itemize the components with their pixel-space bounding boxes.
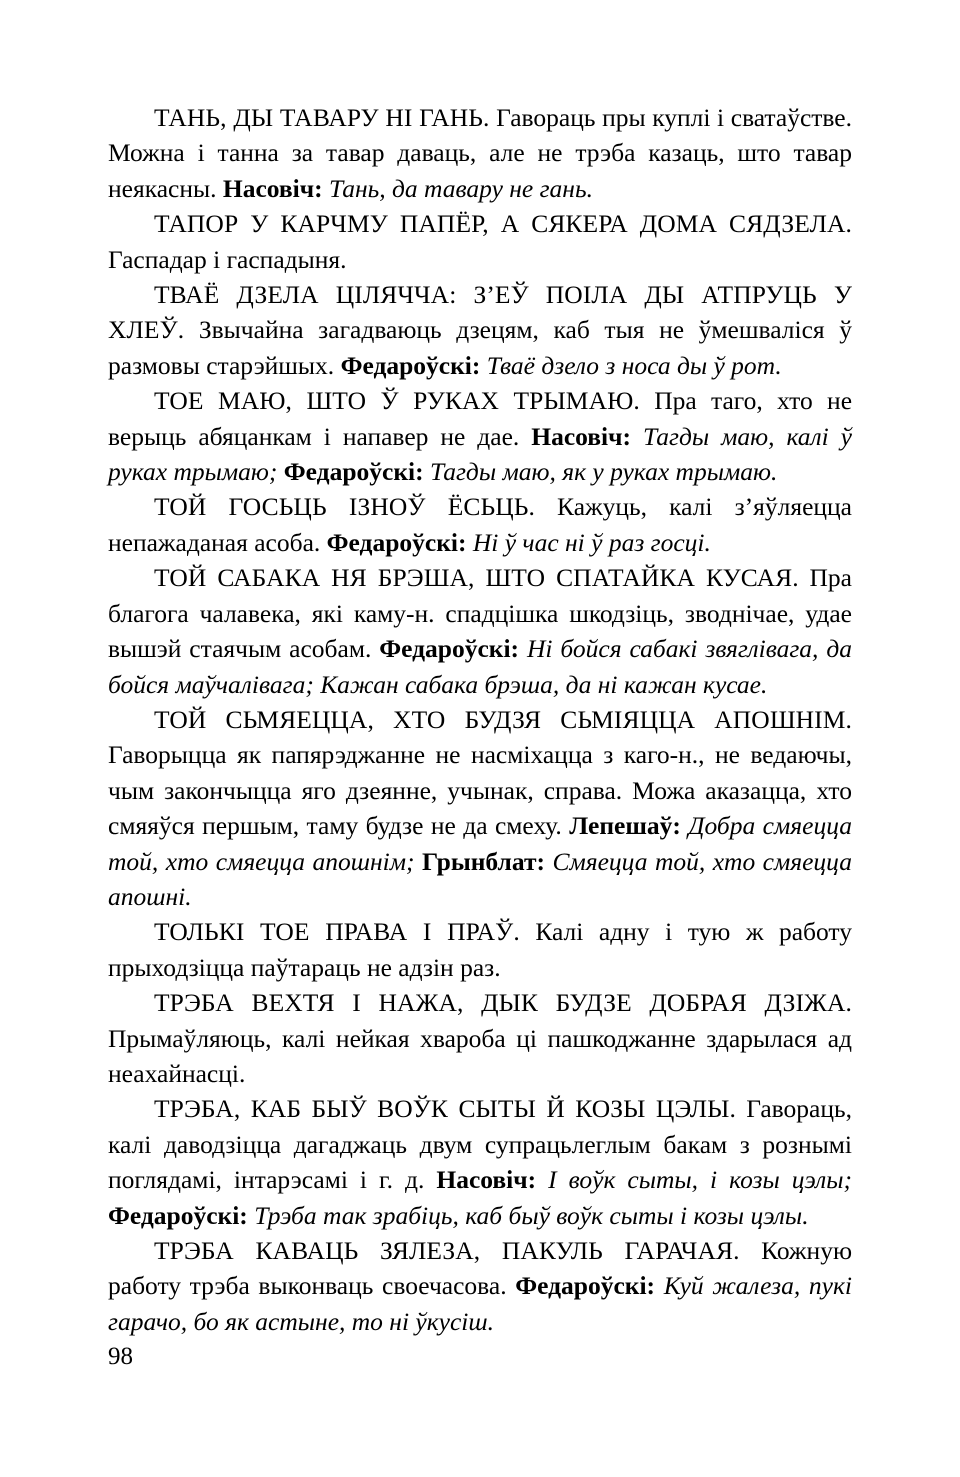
entry-headword: ТРЭБА КАВАЦЬ ЗЯЛЕЗА, ПАКУЛЬ ГАРАЧАЯ. [154,1236,740,1265]
dictionary-entry [108,100,852,206]
dictionary-entry [108,985,852,1091]
dictionary-entry [108,1091,852,1233]
entry-source: Грынблат: [414,846,545,876]
dictionary-entry [108,206,852,277]
entry-variant: Трэба так зрабіць, каб быў воўк сыты і козы цэлы. [247,1200,809,1230]
entry-headword: ТОЙ САБАКА НЯ БРЭША, ШТО СПАТАЙКА КУСАЯ. [154,563,799,593]
entry-variant: Тань, да тавару не гань. [322,173,593,203]
dictionary-entry [108,1233,852,1339]
dictionary-entry [108,277,852,383]
entry-headword: ТРЭБА ВЕХТЯ І НАЖА, ДЫК БУДЗЕ ДОБРАЯ ДЗІЖА. [154,988,852,1018]
dictionary-entry [108,383,852,489]
entry-gloss: Гавораць пры куплі і сватаўстве. Можна і танна за тавар даваць, але не трэба казаць, што тавар неякасны. [108,103,852,203]
entry-source: Лепешаў: [569,811,681,841]
text-column [108,100,852,1339]
entry-gloss: Гаспадар і гаспадыня. [108,244,347,274]
entry-variant: І воўк сыты, і козы цэлы; [536,1165,852,1195]
entry-headword: ТАПОР У КАРЧМУ ПАПЁР, А СЯКЕРА ДОМА СЯДЗЕЛА. [154,209,852,239]
entry-gloss: Пра благога чалавека, які каму-н. спадцішка шкодзіць, зводнічае, удае вышэй стаячым асобам. [108,563,853,664]
entry-source: Насовіч: [531,421,632,451]
dictionary-entry [108,702,852,914]
entry-variant: Добра смяецца той, хто смяецца апошнім; [108,811,853,876]
dictionary-entry [108,560,852,702]
entry-headword: ТОЛЬКІ ТОЕ ПРАВА І ПРАЎ. [154,917,520,947]
entry-variant: Ні бойся сабакі звяглівага, да бойся маўчалівага; Кажан сабака брэша, да ні кажан кусае. [108,634,852,699]
entry-gloss: Кожную работу трэба выконваць своечасова. [108,1236,852,1301]
entry-variant: Куй жалеза, пукі гарачо, бо як астыне, то ні ўкусіш. [108,1271,852,1336]
entry-variant: Ні ў час ні ў раз госці. [466,527,711,557]
entry-variant: Тагды маю, як у руках трымаю. [423,457,778,487]
entry-variant: Тваё дзело з носа ды ў рот. [480,350,782,380]
entry-source: Федароўскі: [277,457,424,487]
entry-headword: ТВАЁ ДЗЕЛА ЦІЛЯЧЧА: З’ЕЎ ПОІЛА ДЫ АТПРУЦЬ У ХЛЕЎ. [108,280,852,345]
entry-gloss: Звычайна загадваюць дзецям, каб тыя не ўмешваліся ў размовы старэйшых. [108,315,852,380]
entry-gloss: Калі адну і тую ж работу прыходзіцца паўтараць не адзін раз. [108,917,852,982]
entry-gloss: Гаворыцца як папярэджанне не насміхацца з каго-н., не ведаючы, чым закончыцца яго дзеянне, учынак, справа. Можа аказацца, хто смяяўся першым, таму будзе не да смеху. [108,740,852,841]
dictionary-entry [108,914,852,985]
entry-gloss: Прымаўляюць, калі нейкая хвароба ці пашкоджанне здарылася ад неахайнасці. [108,1023,852,1088]
entry-source: Федароўскі: [340,350,481,380]
entry-gloss: Гавораць, калі даводзіцца дагаджаць двум супрацьлеглым бакам з рознымі поглядамі, інтарэсамі і г. д. [108,1094,852,1195]
entry-source: Федароўскі: [515,1271,656,1301]
entry-source: Федароўскі: [326,527,467,557]
entry-source: Федароўскі: [108,1200,248,1230]
entry-variant: Смяецца той, хто смяецца апошні. [108,846,852,911]
entry-source: Насовіч: [436,1165,537,1195]
entry-headword: ТРЭБА, КАБ БЫЎ ВОЎК СЫТЫ Й КОЗЫ ЦЭЛЫ. [154,1094,736,1124]
entry-headword: ТОЕ МАЮ, ШТО Ў РУКАХ ТРЫМАЮ. [154,386,640,416]
entry-headword: ТОЙ СЬМЯЕЦЦА, ХТО БУДЗЯ СЬМІЯЦЦА АПОШНІМ. [154,704,852,734]
dictionary-entry [108,489,852,560]
entry-source: Насовіч: [222,173,323,203]
page-number: 98 [108,1343,133,1370]
entry-gloss: Пра таго, хто не верыць абяцанкам і напавер не дае. [108,386,853,451]
entry-source: Федароўскі: [379,634,520,664]
entry-headword: ТОЙ ГОСЬЦЬ ІЗНОЎ ЁСЬЦЬ. [154,492,535,522]
entry-gloss: Кажуць, калі з’яўляецца непажаданая асоба. [108,492,852,557]
entry-headword: ТАНЬ, ДЫ ТАВАРУ НІ ГАНЬ. [154,103,490,132]
entry-variant: Тагды маю, калі ў руках трымаю; [108,421,852,487]
